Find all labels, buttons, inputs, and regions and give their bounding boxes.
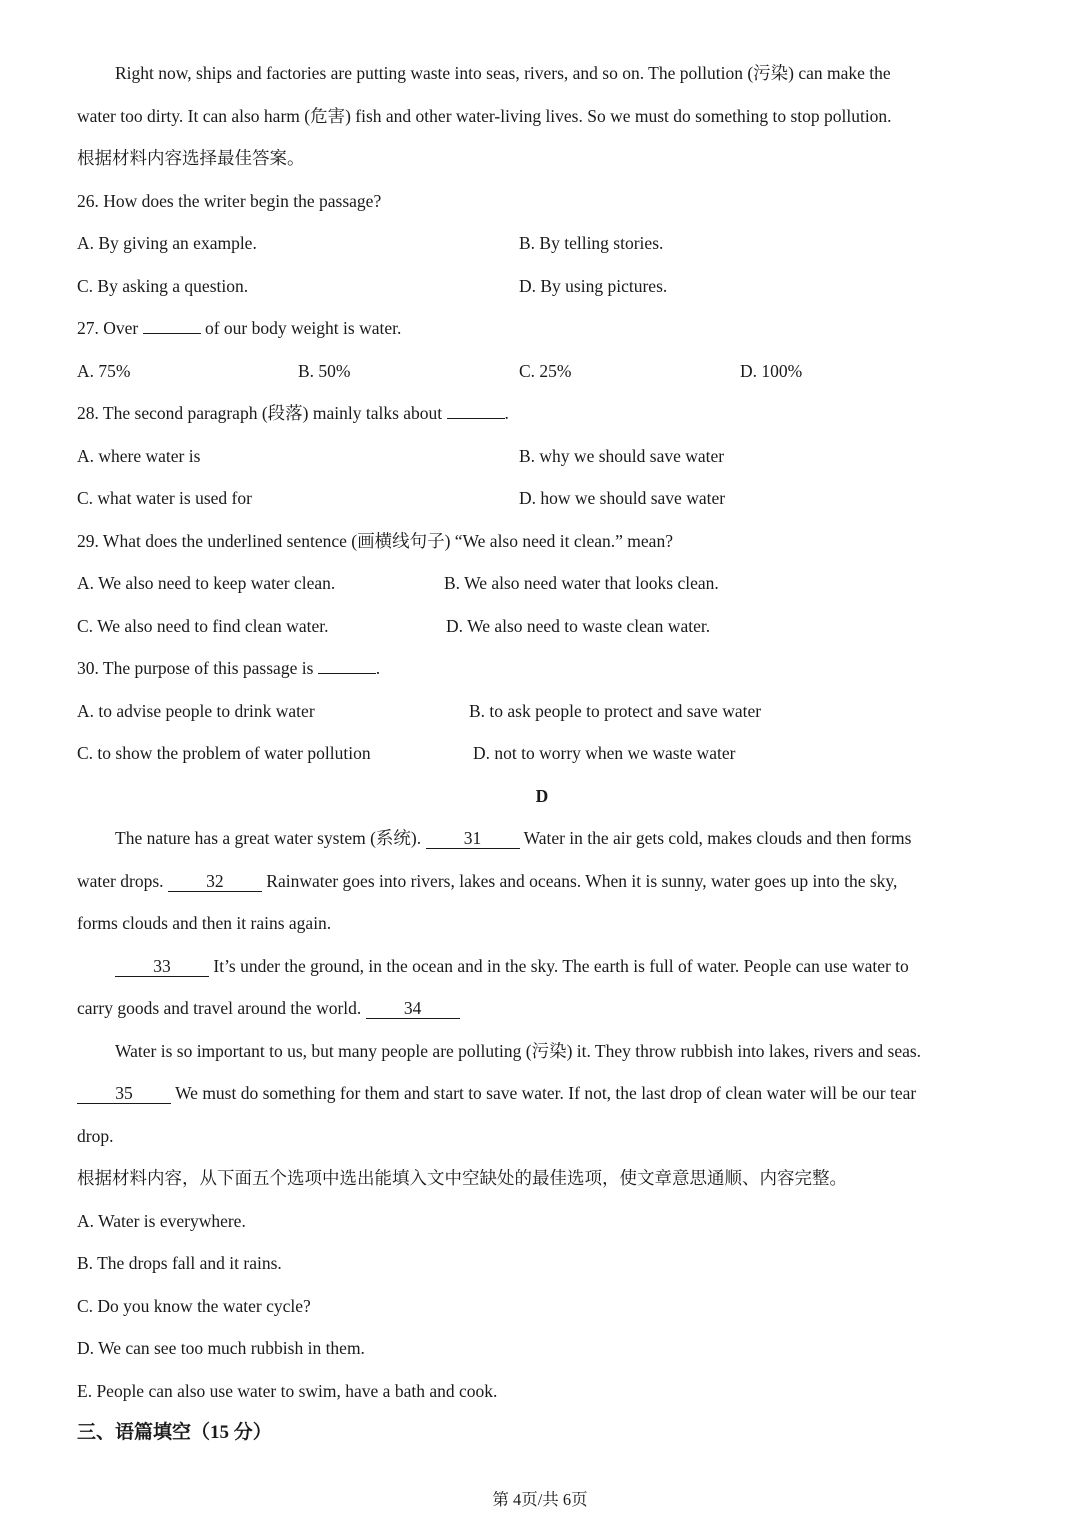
blank-31[interactable]: 31 (426, 828, 520, 849)
choice-a[interactable]: A. Water is everywhere. (77, 1210, 246, 1231)
option-30d[interactable]: D. not to worry when we waste water (473, 743, 736, 763)
option-30a[interactable]: A. to advise people to drink water (77, 700, 315, 721)
answer-blank[interactable] (447, 418, 505, 419)
option-26d[interactable]: D. By using pictures. (519, 275, 668, 296)
question-28 (77, 392, 1007, 435)
question-30-text: 30. The purpose of this passage is (77, 658, 314, 678)
instruction-d: 根据材料内容，从下面五个选项中选出能填入文中空缺处的最佳选项，使文章意思通顺、内容完整。 (77, 1168, 847, 1188)
answer-blank[interactable] (143, 333, 201, 334)
option-28c[interactable]: C. what water is used for (77, 488, 252, 508)
passage-d-heading: D (535, 785, 549, 806)
question-28-text: . (504, 403, 509, 423)
passage-d-line: Water is so important to us, but many people are polluting (污染) it. They throw rubbish into lakes, rivers and seas. (115, 1040, 922, 1061)
section-3-title: 三、语篇填空（15 分） (77, 1422, 272, 1443)
option-27a[interactable]: A. 75% (77, 360, 131, 381)
option-30c[interactable]: C. to show the problem of water pollution (77, 743, 371, 763)
question-26: 26. How does the writer begin the passage? (77, 190, 382, 211)
blank-32[interactable]: 32 (168, 871, 262, 892)
options-row (77, 732, 1007, 775)
options-row (77, 222, 1007, 265)
passage-text: It’s under the ground, in the ocean and in the sky. The earth is full of water. People can use water to (213, 955, 909, 976)
page-footer: 第 4页/共 6页 (492, 1490, 588, 1509)
choice-b[interactable]: B. The drops fall and it rains. (77, 1253, 282, 1273)
passage-d-line: drop. (77, 1125, 114, 1146)
question-30-text: . (375, 658, 381, 678)
options-row (77, 435, 1007, 478)
option-28b[interactable]: B. why we should save water (519, 445, 725, 466)
option-26b[interactable]: B. By telling stories. (519, 233, 664, 253)
question-27-text: of our body weight is water. (204, 318, 402, 338)
blank-35[interactable]: 35 (77, 1083, 171, 1104)
blank-34[interactable]: 34 (366, 998, 460, 1019)
option-29a[interactable]: A. We also need to keep water clean. (77, 573, 336, 593)
options-row (77, 350, 1007, 393)
option-28a[interactable]: A. where water is (77, 445, 201, 466)
passage-c-line: Right now, ships and factories are putting waste into seas, rivers, and so on. The pollution (污染) can make the (115, 63, 891, 83)
option-29b[interactable]: B. We also need water that looks clean. (444, 573, 719, 593)
options-row (77, 562, 1007, 605)
option-26a[interactable]: A. By giving an example. (77, 233, 257, 253)
passage-d-line (77, 987, 1007, 1030)
passage-text: The nature has a great water system (系统). (115, 828, 422, 848)
question-30 (77, 647, 1007, 690)
question-28-text: 28. The second paragraph (段落) mainly talks about (77, 403, 443, 423)
passage-d-line (77, 1072, 1007, 1115)
options-row (77, 690, 1007, 733)
exam-page (77, 52, 1007, 1455)
option-29d[interactable]: D. We also need to waste clean water. (446, 615, 711, 636)
choice-e[interactable]: E. People can also use water to swim, have a bath and cook. (77, 1380, 498, 1401)
passage-d-line: forms clouds and then it rains again. (77, 913, 332, 933)
passage-d-line (77, 860, 1007, 903)
passage-d-line (77, 817, 1007, 860)
option-27d[interactable]: D. 100% (740, 360, 803, 381)
passage-text: water drops. (77, 870, 164, 891)
question-27-text: 27. Over (77, 318, 139, 338)
blank-33[interactable]: 33 (115, 956, 209, 977)
answer-blank[interactable] (318, 673, 376, 674)
passage-text: Water in the air gets cold, makes clouds and then forms (523, 828, 912, 848)
question-29: 29. What does the underlined sentence (画横线句子) “We also need it clean.” mean? (77, 530, 673, 551)
passage-d-line (77, 945, 1007, 988)
question-27 (77, 307, 1007, 350)
option-27b[interactable]: B. 50% (298, 360, 351, 381)
options-row (77, 605, 1007, 648)
options-row (77, 477, 1007, 520)
option-26c[interactable]: C. By asking a question. (77, 275, 249, 296)
choice-d[interactable]: D. We can see too much rubbish in them. (77, 1338, 365, 1358)
option-29c[interactable]: C. We also need to find clean water. (77, 615, 329, 636)
options-row (77, 265, 1007, 308)
passage-text: Rainwater goes into rivers, lakes and oceans. When it is sunny, water goes up into the sky, (266, 870, 898, 891)
option-27c[interactable]: C. 25% (519, 360, 572, 381)
passage-c-line: water too dirty. It can also harm (危害) fish and other water-living lives. So we must do something to stop pollution. (77, 105, 892, 126)
instruction-c: 根据材料内容选择最佳答案。 (77, 148, 305, 168)
option-30b[interactable]: B. to ask people to protect and save water (469, 700, 762, 721)
passage-text: carry goods and travel around the world. (77, 998, 362, 1018)
option-28d[interactable]: D. how we should save water (519, 488, 726, 508)
choice-c[interactable]: C. Do you know the water cycle? (77, 1295, 311, 1316)
passage-text: We must do something for them and start to save water. If not, the last drop of clean water will be our tear (175, 1083, 917, 1103)
